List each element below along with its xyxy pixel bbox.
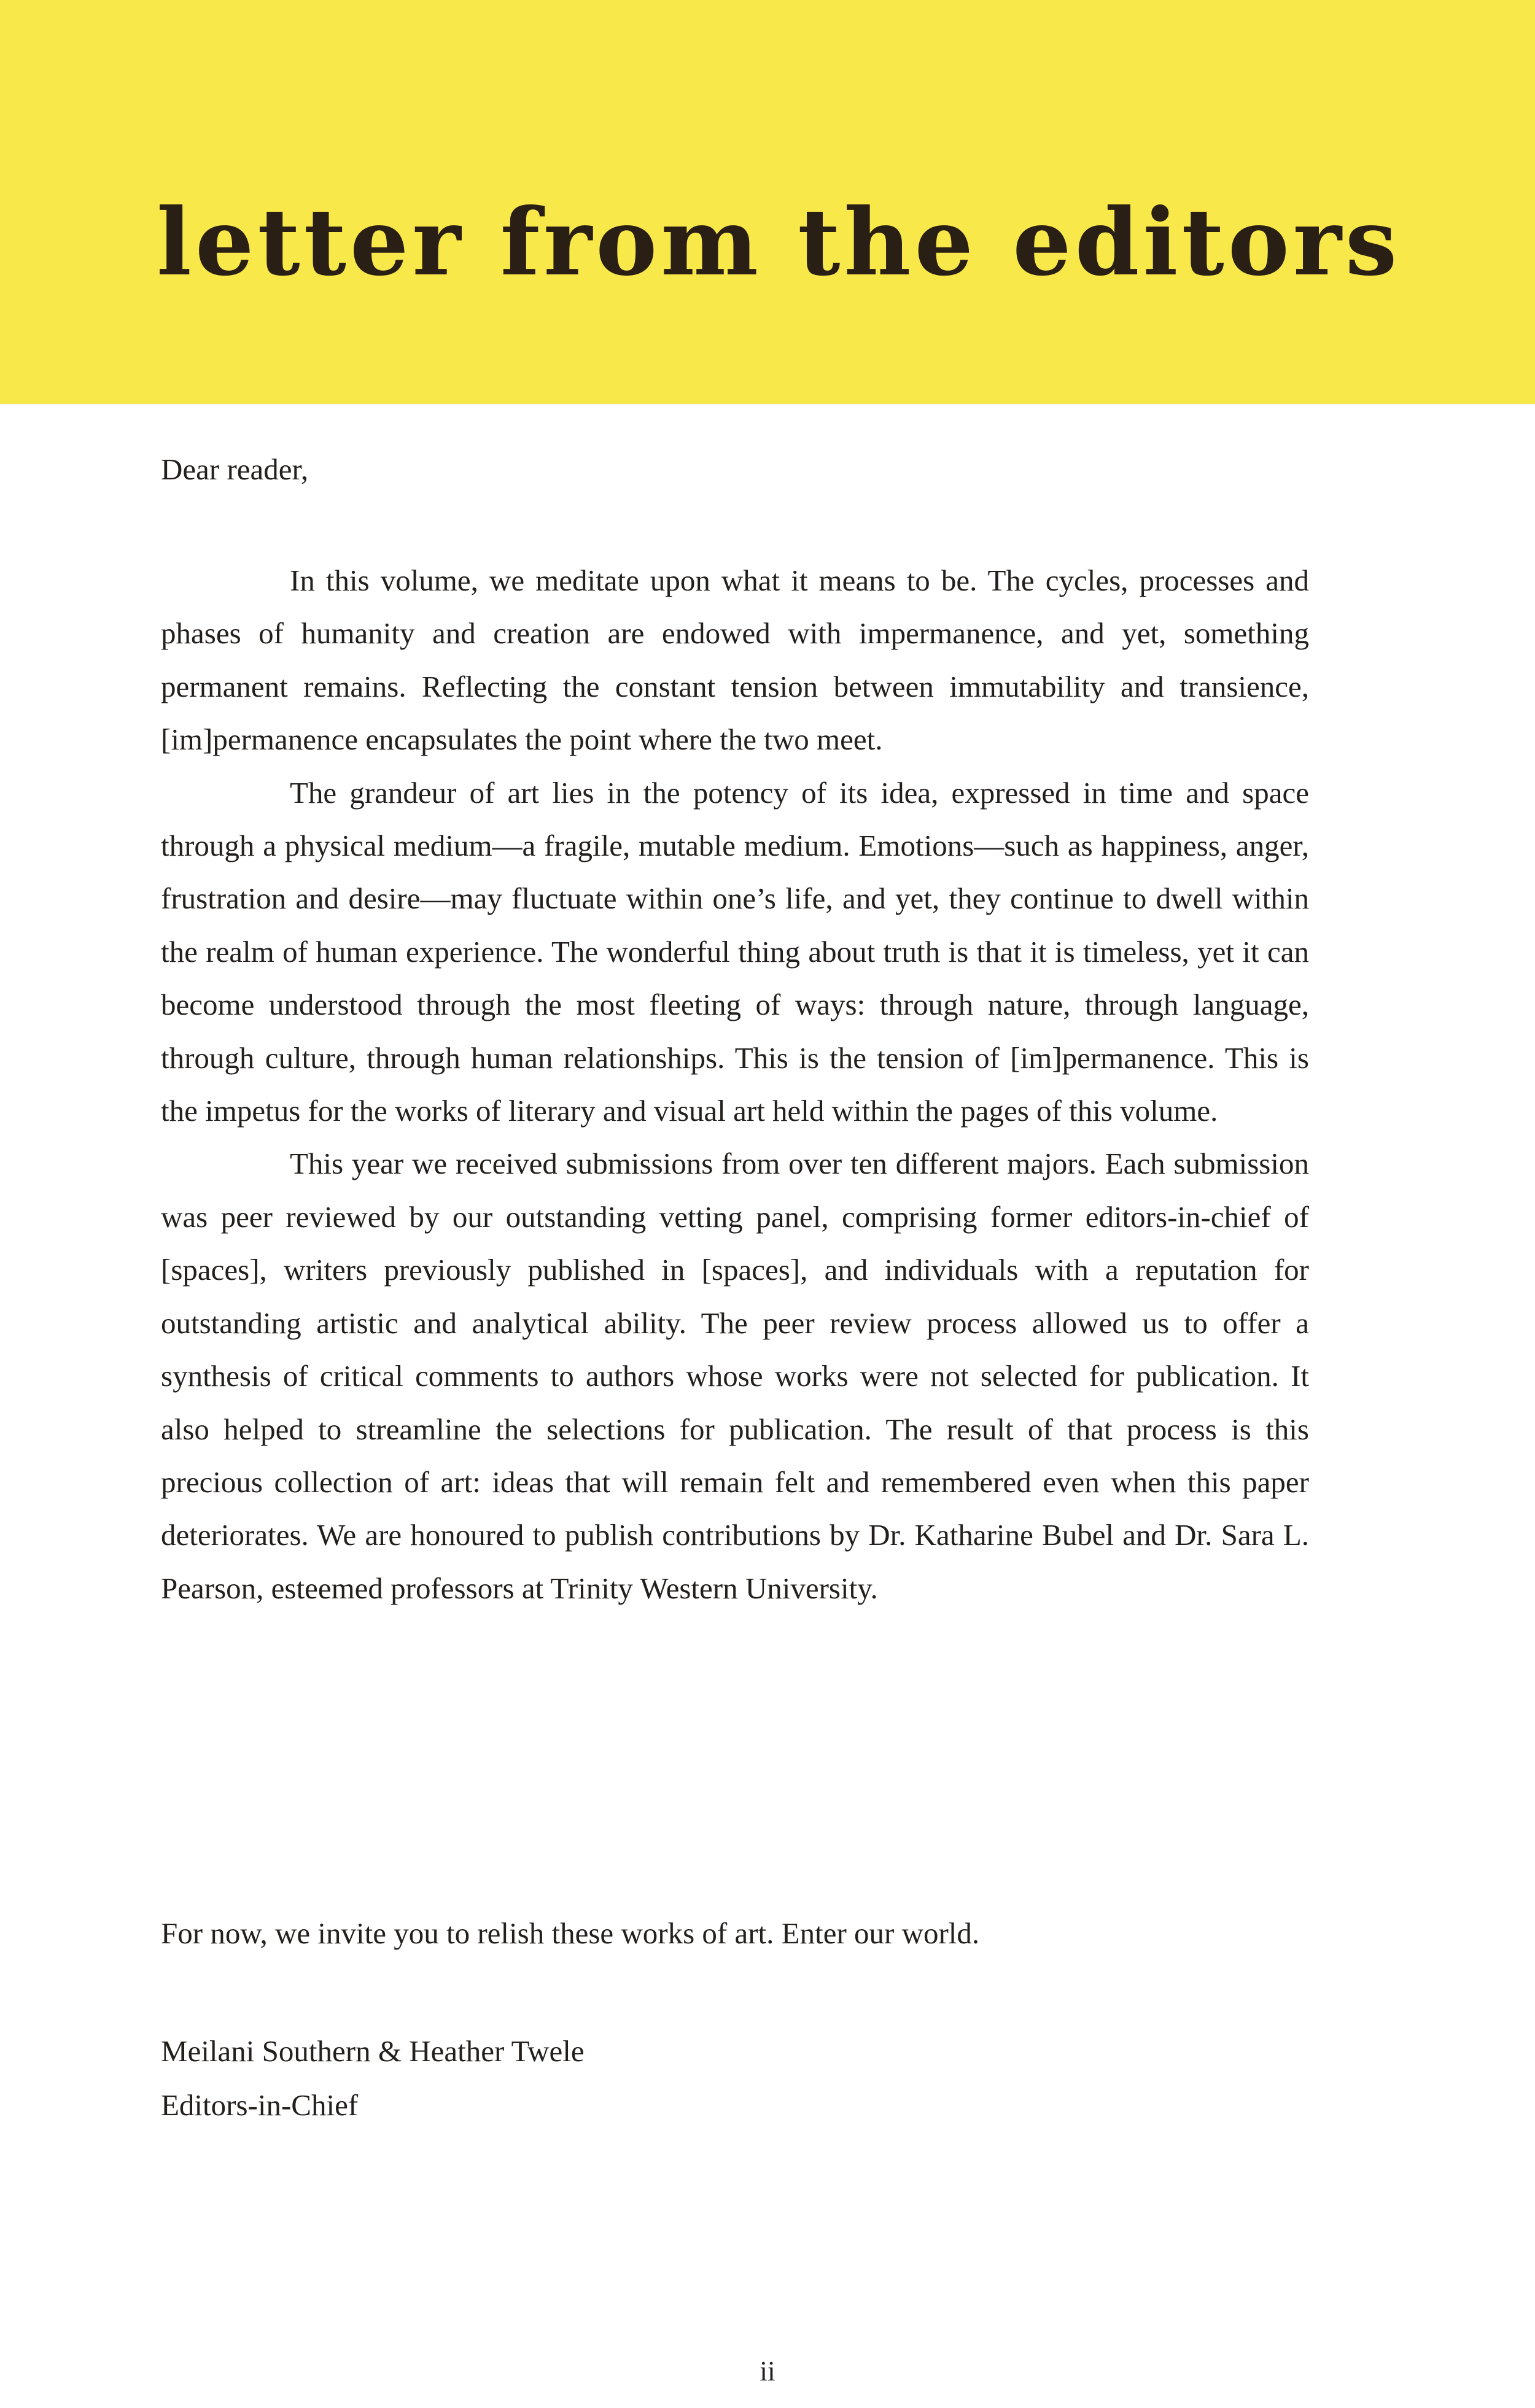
letter-body	[161, 554, 1309, 1615]
paragraph-1: In this volume, we meditate upon what it means to be. The cycles, processes and phases of humanity and creation are endowed with impermanence, and yet, something permanent remains. Reflecting the constant tension between immutability and transience, [im]permanence encapsulates the point where the two meet.	[161, 563, 1309, 757]
paragraph-3: This year we received submissions from over ten different majors. Each submission was peer reviewed by our outstanding vetting panel, comprising former editors-in-chief of [spaces], writers previously published in [spaces], and individuals with a reputation for outstanding artistic and analytical ability. The peer review process allowed us to offer a synthesis of critical comments to authors whose works were not selected for publication. It also helped to streamline the selections for publication. The result of that process is this precious collection of art: ideas that will remain felt and remembered even when this paper deteriorates. We are honoured to publish contributions by Dr. Katharine Bubel and Dr. Sara L. Pearson, esteemed professors at Trinity Western University.	[161, 1147, 1309, 1605]
salutation: Dear reader,	[161, 452, 309, 486]
paragraph-2: The grandeur of art lies in the potency of its idea, expressed in time and space through a physical medium—a fragile, mutable medium. Emotions—such as happiness, anger, frustration and desire—may fluctuate within one’s life, and yet, they continue to dwell within the realm of human experience. The wonderful thing about truth is that it is timeless, yet it can become understood through the most fleeting of ways: through nature, through language, through culture, through human relationships. This is the tension of [im]permanence. This is the impetus for the works of literary and visual art held within the pages of this volume.	[161, 775, 1309, 1128]
closing-line: For now, we invite you to relish these works of art. Enter our world.	[161, 1916, 980, 1950]
page-number: ii	[760, 2355, 775, 2387]
signature-role: Editors-in-Chief	[161, 2088, 359, 2122]
signature-names: Meilani Southern & Heather Twele	[161, 2034, 585, 2068]
signature-block	[161, 2024, 1309, 2132]
header-band	[0, 0, 1535, 404]
page-title: letter from the editors	[157, 188, 1401, 296]
